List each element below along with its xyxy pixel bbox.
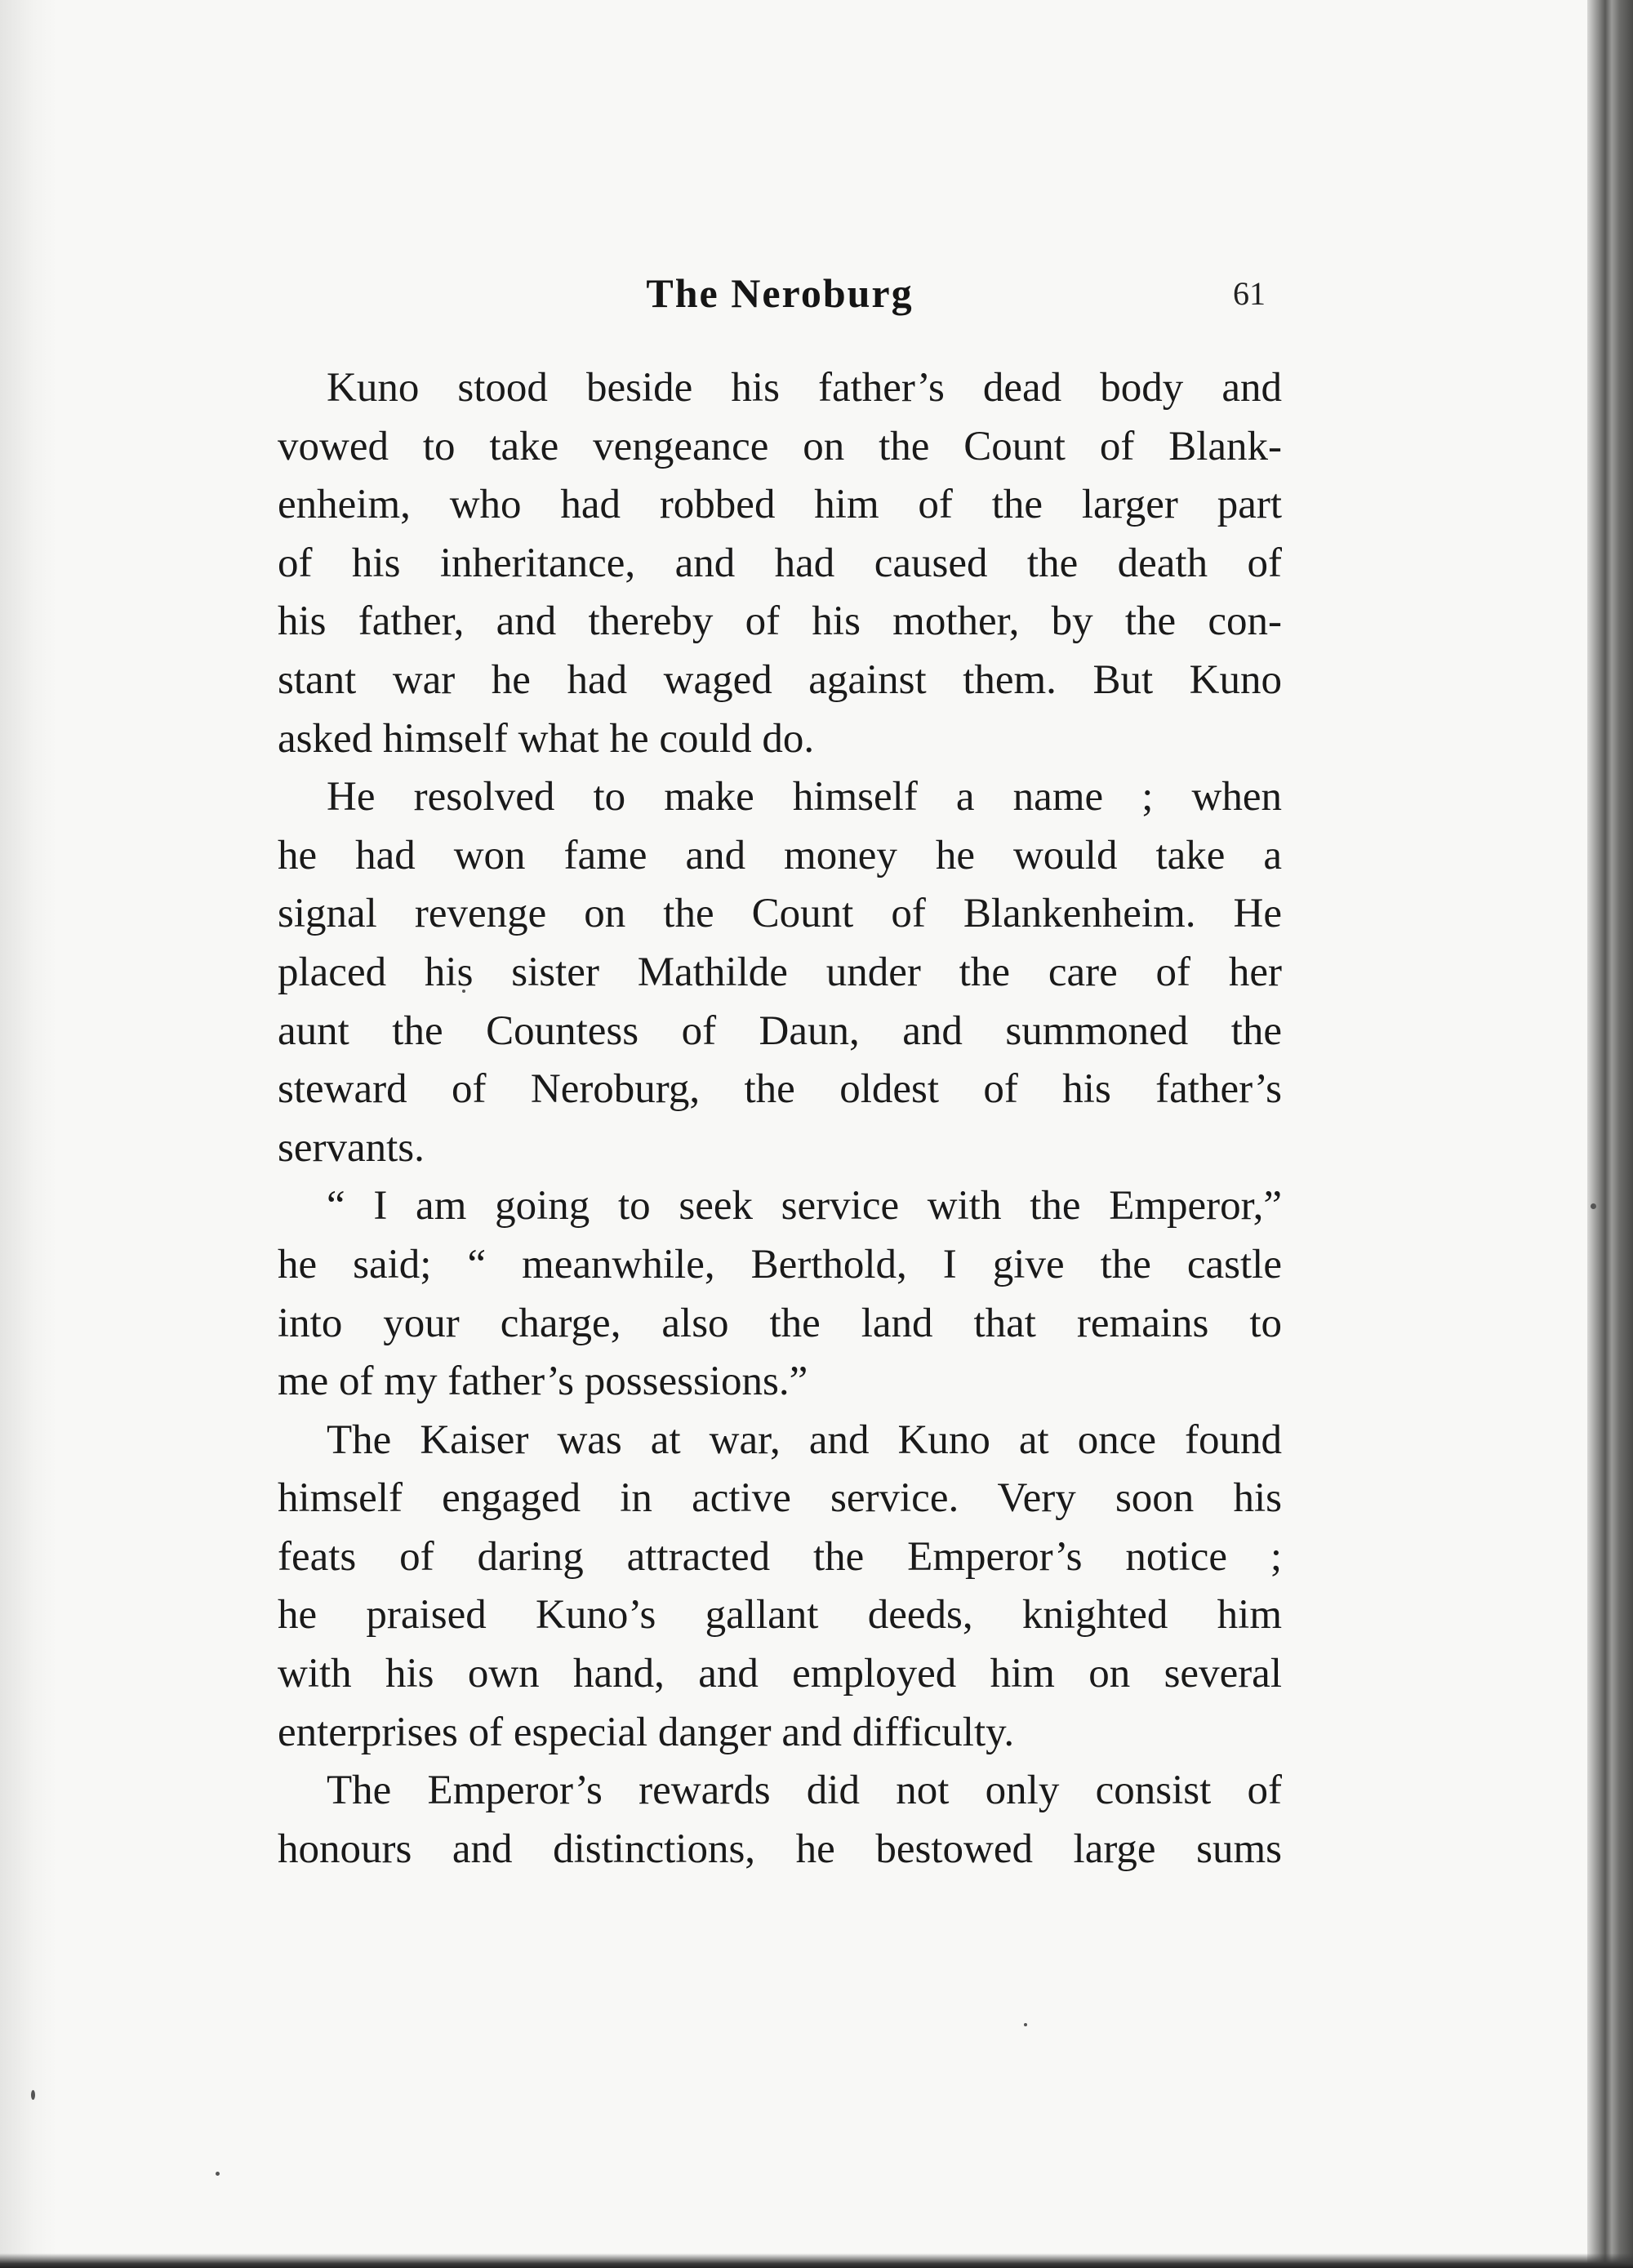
paper-speck <box>216 2172 220 2176</box>
text-line: his father, and thereby of his mother, by the con- <box>278 598 1282 645</box>
text-line: me of my father’s possessions.” <box>278 1359 808 1405</box>
text-line: Kuno stood beside his father’s dead body and <box>327 365 1282 411</box>
text-line: The Emperor’s rewards did not only consist of <box>327 1768 1282 1814</box>
text-line: The Kaiser was at war, and Kuno at once found <box>327 1416 1282 1463</box>
text-line: he had won fame and money he would take a <box>278 832 1282 878</box>
text-line: asked himself what he could do. <box>278 715 815 762</box>
text-line: he praised Kuno’s gallant deeds, knighted him <box>278 1592 1282 1639</box>
running-head <box>278 269 1282 327</box>
text-line: enterprises of especial danger and difficulty. <box>278 1709 1015 1755</box>
page-number: 61 <box>1233 275 1266 312</box>
text-line: honours and distinctions, he bestowed large sums <box>278 1826 1282 1872</box>
paragraph <box>278 768 1282 1177</box>
paper-speck <box>1024 2023 1027 2026</box>
paper-speck <box>31 2090 35 2100</box>
bottom-edge <box>0 2253 1633 2268</box>
paper-speck <box>1591 1203 1596 1209</box>
text-line: He resolved to make himself a name ; when <box>327 774 1282 820</box>
page-edge <box>1587 0 1633 2268</box>
text-line: steward of Neroburg, the oldest of his father’s <box>278 1066 1282 1113</box>
running-title: The Neroburg <box>646 270 914 316</box>
text-line: aunt the Countess of Daun, and summoned the <box>278 1007 1282 1054</box>
text-line: enheim, who had robbed him of the larger part <box>278 482 1282 528</box>
body-text <box>278 359 1282 1879</box>
text-line: vowed to take vengeance on the Count of Blank- <box>278 423 1282 469</box>
paragraph <box>278 1177 1282 1411</box>
gutter-shadow <box>0 0 57 2268</box>
text-line: servants. <box>278 1124 425 1171</box>
text-line: signal revenge on the Count of Blankenheim. He <box>278 891 1282 937</box>
text-line: himself engaged in active service. Very soon his <box>278 1475 1282 1522</box>
text-line: into your charge, also the land that remains to <box>278 1300 1282 1346</box>
text-line: feats of daring attracted the Emperor’s notice ; <box>278 1533 1282 1580</box>
paragraph <box>278 1412 1282 1763</box>
text-line: “ I am going to seek service with the Emperor,” <box>327 1183 1282 1230</box>
text-line: he said; “ meanwhile, Berthold, I give the castle <box>278 1241 1282 1287</box>
text-line: with his own hand, and employed him on several <box>278 1651 1282 1697</box>
paragraph <box>278 359 1282 768</box>
text-line: of his inheritance, and had caused the death of <box>278 540 1282 586</box>
text-line: placed his sister Mathilde under the care of her <box>278 949 1282 995</box>
paragraph <box>278 1762 1282 1879</box>
text-line: stant war he had waged against them. But Kuno <box>278 656 1282 703</box>
